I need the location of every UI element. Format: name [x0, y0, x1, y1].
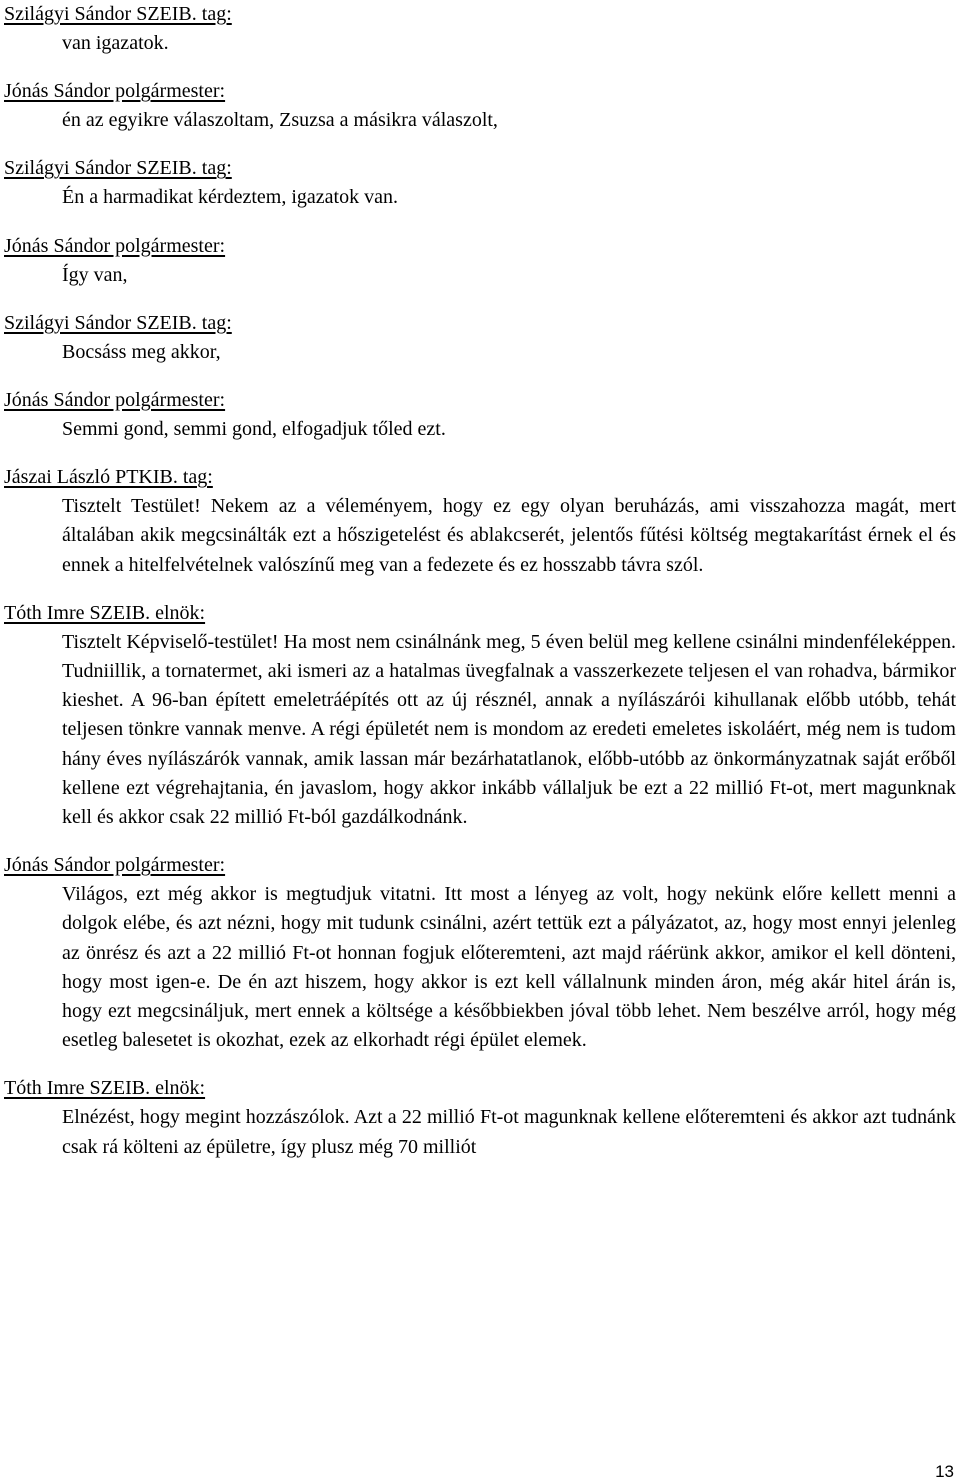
- speaker-name: Szilágyi Sándor SZEIB. tag:: [4, 3, 232, 25]
- speaker-name: Jónás Sándor polgármester:: [4, 389, 226, 412]
- transcript-entry: [0, 1074, 960, 1161]
- speech-text: Világos, ezt még akkor is megtudjuk vitatni. Itt most a lényeg az volt, hogy nekünk előre kellett menni a dolgok elébe, és azt nézni, hogy mit tudunk csinálni, azért tettük ezt a pályázatot, az, hogy most ennyi jelenleg az önrész és azt a 22 millió Ft-ot honnan fogjuk előteremteni, azt majd ráérünk akkor, amikor el kell dönteni, hogy most igen-e. De én azt hiszem, hogy akkor is ezt kell vállalnunk minden áron, még akár hitel árán is, hogy ezt megcsináljuk, mert ennek a költsége a későbbiekben jóval több lehet. Nem beszélve arról, hogy még esetleg balesetet is okozhat, ezek az elkorhadt régi épület elemek.: [62, 883, 956, 1052]
- speaker-name: Jónás Sándor polgármester:: [4, 234, 226, 257]
- speaker-name: Jónás Sándor polgármester:: [4, 854, 226, 877]
- transcript-entry: [0, 154, 960, 212]
- speech-text: Bocsáss meg akkor,: [62, 340, 221, 363]
- speaker-name: Tóth Imre SZEIB. elnök:: [4, 601, 206, 624]
- speech-text: én az egyikre válaszoltam, Zsuzsa a másikra válaszolt,: [62, 109, 498, 132]
- transcript-entry: [0, 309, 960, 367]
- speaker-name: Szilágyi Sándor SZEIB. tag:: [4, 311, 232, 334]
- speech-text: Tisztelt Képviselő-testület! Ha most nem csinálnánk meg, 5 éven belül meg kellene csinálni mindenféleképpen. Tudniillik, a tornatermet, aki ismeri az a hatalmas üvegfalnak a vasszerkezete teljesen el van rohadva, bármikor kieshet. A 96-ban épített emeletráépítés ott az új résznél, annak a nyílászárói kihullanak előbb utóbb, tehát teljesen tönkre vannak menve. A régi épületét nem is mondom az eredeti emeletes iskoláért, még nem is tudom hány éves nyílászárók vannak, amik lassan már bezárhatatlanok, előbb-utóbb az önkormányzatnak saját erőből kellene ezt végrehajtania, én javaslom, hogy akkor inkább vállaljuk be ezt a 22 millió Ft-ot, mert magunknak kell és akkor csak 22 millió Ft-ból gazdálkodnánk.: [62, 630, 956, 829]
- transcript-entry: [0, 599, 960, 832]
- speech-text: Így van,: [62, 263, 128, 286]
- speech-text: Elnézést, hogy megint hozzászólok. Azt a 22 millió Ft-ot magunknak kellene előteremteni és akkor azt tudnánk csak rá költeni az épületre, így plusz még 70 milliót: [62, 1106, 956, 1158]
- speech-text: Semmi gond, semmi gond, elfogadjuk tőled ezt.: [62, 418, 446, 441]
- transcript-entry: [0, 77, 960, 135]
- speaker-name: Jónás Sándor polgármester:: [4, 80, 226, 103]
- speaker-name: Szilágyi Sándor SZEIB. tag:: [4, 157, 232, 180]
- page-number: 13: [935, 1462, 954, 1481]
- transcript-entry: [0, 851, 960, 1055]
- transcript-entry: [0, 0, 960, 58]
- transcript-entry: [0, 463, 960, 580]
- speech-text: Tisztelt Testület! Nekem az a véleményem, hogy ez egy olyan beruházás, ami visszahozza magát, mert általában akik megcsinálták ezt a hőszigetelést és ablakcserét, jelentős fűtési költség megtakarítást érnek el és ennek a hitelfelvételnek valószínű meg van a fedezete és ez hosszabb távra szól.: [62, 495, 956, 576]
- transcript-entry: [0, 386, 960, 444]
- speech-text: van igazatok.: [62, 32, 169, 54]
- speech-text: Én a harmadikat kérdeztem, igazatok van.: [62, 186, 398, 209]
- transcript-entry: [0, 232, 960, 290]
- speaker-name: Tóth Imre SZEIB. elnök:: [4, 1077, 206, 1100]
- speaker-name: Jászai László PTKIB. tag:: [4, 466, 213, 489]
